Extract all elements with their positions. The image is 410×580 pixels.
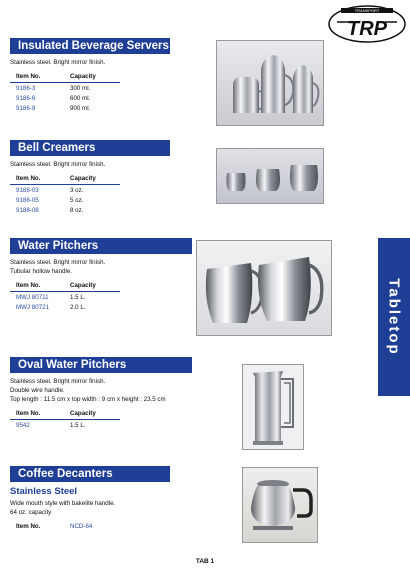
- table-row: 9188-08 8 oz.: [16, 207, 84, 214]
- oval-pitcher-photo: [242, 364, 304, 450]
- table-row: 9186-3 300 ml.: [16, 85, 91, 93]
- section-tab: [378, 238, 410, 396]
- section-subtitle: Stainless Steel: [10, 486, 78, 497]
- beverage-servers-photo: [216, 40, 324, 126]
- table-row: MWJ 80721 2.0 L.: [16, 304, 86, 311]
- brand-logo: [327, 4, 407, 44]
- section-title: Water Pitchers: [10, 238, 192, 254]
- section-water-pitchers: [10, 238, 192, 312]
- col-capacity: Capacity: [70, 410, 120, 420]
- page-number: TAB 1: [195, 558, 215, 565]
- col-item-no: Item No.: [10, 282, 70, 292]
- section-insulated-servers: [10, 38, 170, 113]
- section-title: Oval Water Pitchers: [10, 357, 192, 373]
- section-description: Wide mouth style with bakelite handle. 64 oz. capacity: [10, 500, 116, 516]
- item-table: [10, 175, 120, 215]
- col-capacity: Capacity: [70, 175, 120, 185]
- col-capacity: Capacity: [70, 73, 120, 83]
- section-bell-creamers: [10, 140, 170, 215]
- section-oval-water-pitchers: [10, 357, 192, 430]
- table-row: 9188-03 3 oz.: [16, 187, 84, 195]
- table-row: 9542 1.5 L.: [16, 422, 86, 430]
- item-row: Item No. NCD-64: [16, 523, 93, 530]
- col-capacity: Capacity: [70, 282, 120, 292]
- table-row: MWJ 80711 1.5 L.: [16, 294, 86, 302]
- col-item-no: Item No.: [10, 410, 70, 420]
- section-description: Stainless steel. Bright mirror finish. Double wire handle. Top length : 11.5 cm x top width : 9 cm x height : 23.5 cm: [10, 378, 166, 403]
- table-row: 9186-9 900 ml.: [16, 105, 91, 112]
- section-tab-label: Tabletop: [385, 278, 403, 356]
- section-title: Coffee Decanters: [10, 466, 170, 482]
- table-row: 9188-05 5 oz.: [16, 197, 84, 204]
- section-description: Stainless steel. Bright mirror finish. Tubular hollow handle.: [10, 259, 106, 275]
- col-item-no: Item No.: [10, 73, 70, 83]
- section-title: Bell Creamers: [10, 140, 170, 156]
- table-row: 9186-6 600 ml.: [16, 95, 91, 102]
- coffee-decanter-photo: [242, 467, 318, 543]
- bell-creamers-photo: [216, 148, 324, 204]
- item-table: [10, 282, 120, 312]
- item-table: [10, 410, 120, 430]
- svg-text:TRANSPORT: TRANSPORT: [354, 8, 380, 14]
- section-description: Stainless steel. Bright mirror finish.: [10, 59, 106, 66]
- section-title: Insulated Beverage Servers: [10, 38, 170, 54]
- section-coffee-decanters: [10, 466, 170, 530]
- svg-text:TRP: TRP: [347, 18, 387, 40]
- water-pitchers-photo: [196, 240, 332, 336]
- section-description: Stainless steel. Bright mirror finish.: [10, 161, 106, 168]
- item-table: [10, 73, 120, 113]
- col-item-no: Item No.: [10, 175, 70, 185]
